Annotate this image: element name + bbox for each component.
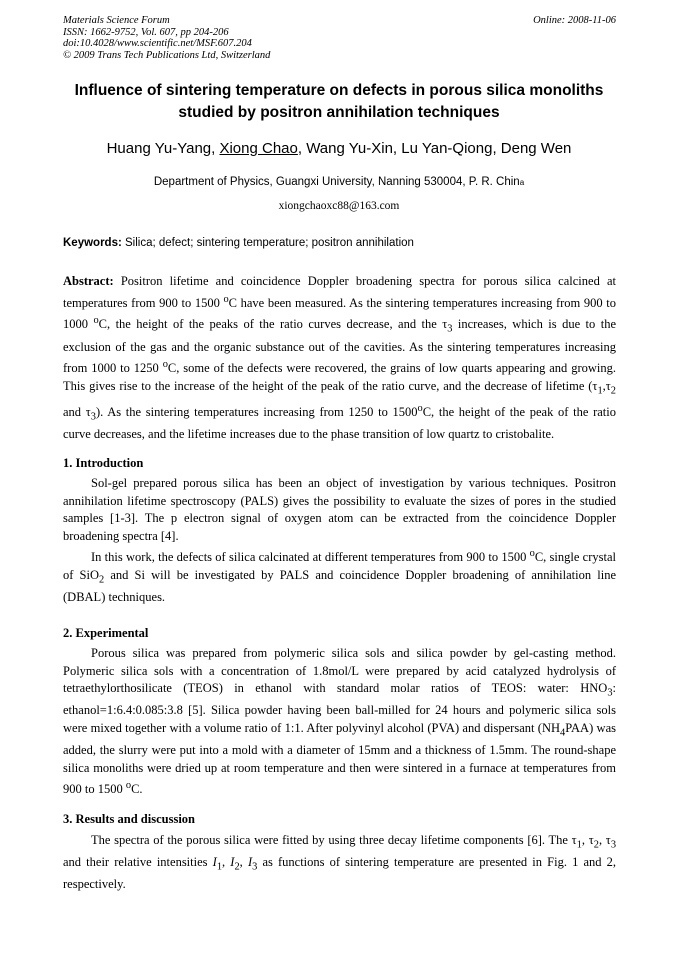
paragraph-text: C, single crystal of SiO	[63, 550, 616, 583]
paragraph-text: ,	[239, 855, 248, 870]
abstract-text: C, the height of the peaks of the ratio curves decrease, and the τ	[98, 317, 448, 332]
issn: ISSN: 1662-9752, Vol. 607, pp 204-206	[63, 26, 229, 38]
italic-symbol: I	[212, 855, 217, 870]
section-heading-introduction: 1. Introduction	[63, 456, 144, 470]
italic-symbol: I	[230, 855, 235, 870]
italic-symbol: I	[247, 855, 253, 870]
author-email: xiongchaoxc88@163.com	[278, 200, 400, 212]
abstract-text: ,τ	[602, 378, 611, 393]
abstract-text: C have been measured. As the sintering temperatures increasing from 900 to 1000	[63, 295, 616, 332]
abstract-paragraph	[63, 273, 616, 444]
keywords-label: Keywords:	[63, 237, 122, 249]
abstract-text: C, the height of the peak of the ratio curve decreases, and the lifetime increases due to the phase transition of low quartz to cristobalite.	[63, 405, 616, 442]
paragraph-text: In this work, the defects of silica calcinated at different temperatures from 900 to 1500	[91, 550, 530, 565]
subscript: 3	[252, 861, 258, 873]
degree-sign: o	[162, 359, 168, 371]
abstract-text: C, some of the defects were recovered, the grains of low quarts appearing and growing. This gives rise to the increase of the height of the peak of the ratio curve, and the decrease of lifetime (τ	[63, 361, 617, 393]
title-line-1: Influence of sintering temperature on defects in porous silica monoliths	[74, 82, 604, 99]
degree-sign: o	[93, 315, 99, 327]
paragraph-text: : ethanol=1:6.4:0.085:3.8 [5]. Silica powder having been ball-milled for 24 hours and polymeric silica sols were mixed together with a volume ratio of 1:1. After polyvinyl alcohol (PVA) and dispersant (NH	[63, 681, 616, 735]
paragraph-text: C.	[131, 782, 143, 797]
paragraph	[63, 645, 616, 799]
paragraph-text: as functions of sintering temperature are presented in Fig. 1 and 2, respectively.	[63, 855, 617, 892]
paragraph-text: PAA) was added, the slurry were put into a mold with a diameter of 15mm and a thickness of 1.5mm. The round-shape silica monoliths were dried up at room temperature and then were sintered in a furnace at temperatures from 900 to 1500	[63, 720, 616, 797]
affiliation-marker: a	[519, 178, 525, 187]
corresponding-author: Xiong Chao	[219, 140, 298, 157]
degree-sign: o	[125, 780, 132, 792]
subscript: 1	[597, 385, 603, 397]
section-experimental	[63, 645, 616, 799]
degree-sign: o	[529, 548, 535, 560]
paragraph-text: Porous silica was prepared from polymeric silica sols and silica powder by gel-casting method. Polymeric silica sols with a concentration of 1.8mol/L were prepared by acid catalyzed hydrolysis of tetraethylorthosilicate (TEOS) in ethanol with standard molar ratios of TEOS: water: HNO	[63, 646, 616, 696]
subscript: 3	[447, 324, 453, 335]
paragraph-text: , τ	[581, 833, 594, 847]
paragraph-text: and Si will be investigated by PALS and coincidence Doppler broadening of annihilation line (DBAL) techniques.	[63, 568, 616, 605]
affiliation-text: Department of Physics, Guangxi University, Nanning 530004, P. R. Chin	[153, 176, 520, 188]
journal-name: Materials Science Forum	[63, 15, 170, 26]
subscript: 4	[560, 727, 566, 739]
doi: doi:10.4028/www.scientific.net/MSF.607.204	[63, 38, 252, 49]
authors-rest: , Wang Yu-Xin, Lu Yan-Qiong, Deng Wen	[297, 140, 572, 157]
copyright: © 2009 Trans Tech Publications Ltd, Switzerland	[63, 49, 271, 61]
subscript: 1	[216, 861, 223, 873]
degree-sign: o	[223, 293, 229, 305]
subscript: 2	[593, 839, 599, 851]
section-results	[63, 832, 616, 894]
abstract-text: and τ	[63, 405, 91, 420]
title-line-2: studied by positron annihilation techniques	[178, 104, 500, 121]
abstract	[63, 273, 616, 444]
abstract-text: Positron lifetime and coincidence Doppler broadening spectra for porous silica calcined at temperatures from 900 to 1500	[63, 274, 616, 310]
section-heading-experimental: 2. Experimental	[63, 626, 149, 640]
author-list	[40, 139, 638, 159]
paragraph-text: ,	[222, 855, 231, 870]
paper-title	[40, 80, 638, 124]
subscript: 3	[90, 411, 96, 423]
subscript: 3	[610, 839, 617, 851]
subscript: 2	[610, 385, 616, 397]
section-introduction	[63, 475, 616, 607]
keywords-text: Silica; defect; sintering temperature; positron annihilation	[121, 237, 414, 249]
paragraph: Sol-gel prepared porous silica has been an object of investigation by various techniques. Positron annihilation lifetime spectroscopy (PALS) gives the possibility to evaluate the sizes of pores in the studied samples [1-3]. The p electron signal of oxygen atom can be extracted from the coincidence Doppler broadening spectra [4].	[63, 476, 616, 543]
affiliation	[40, 174, 638, 191]
subscript: 1	[576, 839, 582, 851]
keywords	[63, 235, 616, 251]
abstract-text: increases, which is due to the exclusion of the gas and the organic substance out of the cavities. As the sintering temperatures increasing from 1000 to 1250	[63, 317, 616, 376]
paragraph	[63, 832, 616, 894]
subscript: 2	[99, 574, 105, 586]
paragraph	[63, 545, 616, 606]
online-date: Online: 2008-11-06	[533, 15, 616, 26]
paragraph-text: The spectra of the porous silica were fitted by using three decay lifetime components [6]. The τ	[91, 833, 577, 847]
journal-header	[63, 15, 616, 61]
abstract-text: ). As the sintering temperatures increasing from 1250 to 1500	[95, 405, 418, 420]
abstract-label: Abstract:	[63, 274, 114, 288]
degree-sign: o	[417, 403, 423, 415]
subscript: 3	[607, 687, 613, 699]
section-heading-results: 3. Results and discussion	[63, 812, 195, 826]
paragraph-text: , τ	[598, 833, 611, 847]
subscript: 2	[234, 861, 240, 873]
paragraph-text: and their relative intensities	[63, 855, 213, 870]
author-1: Huang Yu-Yang,	[106, 140, 220, 157]
